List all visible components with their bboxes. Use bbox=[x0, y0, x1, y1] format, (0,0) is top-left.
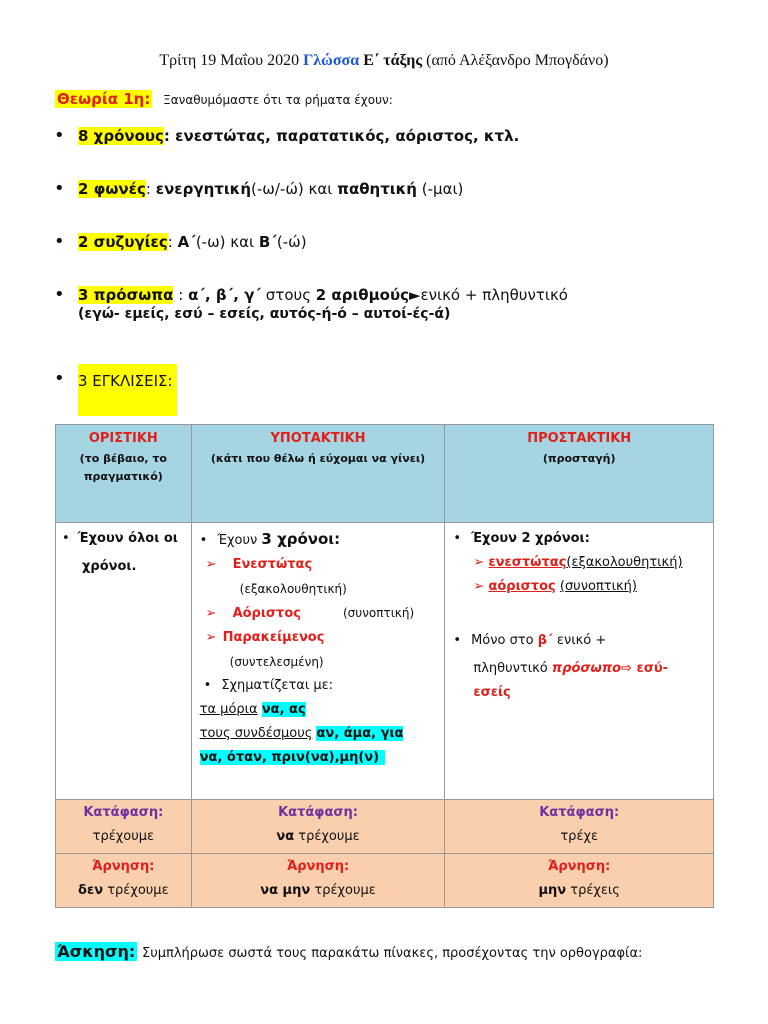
arrow-icon: ➢ bbox=[473, 555, 485, 570]
bullet-persons bbox=[54, 284, 568, 322]
neg-particle: μην bbox=[538, 883, 567, 898]
header-imperative bbox=[445, 425, 714, 523]
bullet-key: 3 πρόσωπα bbox=[78, 286, 174, 304]
bullet-text: (-μαι) bbox=[417, 180, 464, 198]
bullet-dot-icon: • bbox=[54, 178, 65, 199]
moods-highlight bbox=[78, 364, 177, 416]
bullet-conjugations bbox=[54, 231, 307, 252]
bullet-key: 2 φωνές bbox=[78, 180, 146, 198]
neg-value: τρέχουμε bbox=[310, 883, 376, 898]
title-author: (από Αλέξανδρο Μπογδάνο) bbox=[426, 52, 609, 69]
cell-imperative: • Έχουν 2 χρόνοι: ➢ ενεστώτας(εξακολουθητική) ➢ αόριστος (συνοπτική) • Μόνο στο β΄ ενικό + πληθυντικό πρόσωπο⇨ εσύ- εσείς bbox=[445, 523, 714, 800]
imp-plural: πληθυντικό bbox=[473, 661, 552, 676]
particles-label: τα μόρια bbox=[199, 702, 258, 717]
table-body-row bbox=[56, 523, 714, 800]
conj-label: τους συνδέσμους bbox=[199, 726, 313, 741]
bullet-dot-icon: • bbox=[54, 231, 65, 252]
bullet-text: (-ώ) bbox=[276, 233, 307, 251]
bullet-bold: α΄, β΄, γ΄ bbox=[188, 286, 262, 304]
exercise-label: Άσκηση: bbox=[57, 942, 136, 961]
tense-aorist: Αόριστος bbox=[232, 606, 301, 621]
affirm-value: τρέχε bbox=[560, 829, 599, 844]
bullet-tenses bbox=[54, 125, 520, 146]
neg-particle: να μην bbox=[260, 883, 311, 898]
neg-label: Άρνηση: bbox=[92, 859, 155, 874]
bullet-text: ►ενικό + πληθυντικό bbox=[408, 286, 568, 304]
tense-sub: (συντελεσμένη) bbox=[229, 655, 324, 669]
indicative-text: Έχουν όλοι οι bbox=[77, 531, 178, 546]
header-sub: (προσταγή) bbox=[542, 452, 616, 465]
imp-you2: εσείς bbox=[473, 685, 511, 700]
arrow-icon: ➢ bbox=[205, 630, 217, 645]
bullet-moods bbox=[54, 364, 177, 416]
neg-particle: δεν bbox=[78, 883, 104, 898]
negation-row bbox=[56, 854, 714, 908]
particles-list: να, ας bbox=[261, 702, 306, 717]
bullet-bold: 2 αριθμούς bbox=[315, 286, 409, 304]
affirm-indicative bbox=[56, 800, 192, 854]
header-name: ΥΠΟΤΑΚΤΙΚΗ bbox=[270, 431, 366, 446]
neg-subjunctive bbox=[191, 854, 445, 908]
affirmation-row bbox=[56, 800, 714, 854]
title-date: Τρίτη 19 Μαΐου 2020 bbox=[159, 52, 300, 69]
neg-indicative bbox=[56, 854, 192, 908]
tense-sub: (εξακολουθητική) bbox=[566, 555, 683, 570]
header-sub: (το βέβαιο, το πραγματικό) bbox=[79, 452, 167, 483]
affirm-imperative bbox=[445, 800, 714, 854]
exercise bbox=[55, 942, 642, 961]
tense-sub: (συνοπτική) bbox=[559, 579, 637, 594]
page-title bbox=[0, 52, 768, 70]
arrow-icon: ➢ bbox=[205, 557, 217, 572]
bullet-bold: παθητική bbox=[337, 180, 417, 198]
bullet-bold: Β΄ bbox=[258, 233, 277, 251]
neg-label: Άρνηση: bbox=[286, 859, 350, 874]
cell-subjunctive: • Έχουν 3 χρόνοι: ➢ Ενεστώτας (εξακολουθητική) ➢ Αόριστος (συνοπτική) ➢ Παρακείμενος (συντελεσμένη) • Σχηματίζεται με: τα μόρια να, ας τους συνδέσμους αν, άμα, για να, όταν, πριν(να),μη(ν) bbox=[191, 523, 445, 800]
bullet-dot-icon: • bbox=[54, 125, 65, 146]
conj-list: αν, άμα, για bbox=[316, 726, 404, 741]
bullet-dot-icon: • bbox=[54, 368, 65, 389]
bullet-text: : bbox=[145, 180, 156, 198]
affirm-particle: να bbox=[276, 829, 295, 844]
bullet-text: : bbox=[173, 286, 189, 304]
bullet-key: 2 συζυγίες bbox=[78, 233, 168, 251]
title-subject: Γλώσσα bbox=[303, 52, 360, 69]
imp-has: Έχουν 2 χρόνοι: bbox=[471, 531, 590, 546]
exercise-text: Συμπλήρωσε σωστά τους παρακάτω πίνακες, προσέχοντας την ορθογραφία: bbox=[142, 946, 643, 961]
tense-perfect: Παρακείμενος bbox=[222, 630, 325, 645]
bullet-text: (-ω/-ώ) και bbox=[251, 180, 338, 198]
arrow-icon: ➢ bbox=[473, 579, 485, 594]
arrow-right-icon: ⇨ bbox=[621, 661, 632, 676]
theory-intro: Ξαναθυμόμαστε ότι τα ρήματα έχουν: bbox=[163, 93, 393, 107]
theory-heading bbox=[55, 90, 393, 108]
bullet-text: : bbox=[167, 233, 178, 251]
header-subjunctive bbox=[191, 425, 445, 523]
conj-list: να, όταν, πριν(να),μη(ν) bbox=[200, 750, 385, 765]
bullet-text: στους bbox=[261, 286, 316, 304]
imp-you: εσύ- bbox=[631, 661, 669, 676]
bullet-dot-icon: • bbox=[54, 284, 65, 305]
tense-sub: (συνοπτική) bbox=[342, 606, 415, 620]
imp-only: Μόνο στο bbox=[471, 633, 538, 648]
neg-label: Άρνηση: bbox=[548, 859, 611, 874]
affirm-label: Κατάφαση: bbox=[83, 805, 164, 820]
affirm-label: Κατάφαση: bbox=[278, 805, 358, 820]
affirm-value: τρέχουμε bbox=[92, 829, 155, 844]
subj-has: Έχουν bbox=[217, 533, 262, 548]
header-sub: (κάτι που θέλω ή εύχομαι να γίνει) bbox=[210, 452, 426, 465]
formed-with: Σχηματίζεται με: bbox=[221, 678, 334, 693]
bullet-bold: Α΄ bbox=[177, 233, 196, 251]
tense-sub: (εξακολουθητική) bbox=[239, 582, 347, 596]
imp-only-b: β΄ bbox=[537, 633, 553, 648]
moods-table bbox=[55, 424, 714, 908]
title-grade: Ε΄ τάξης bbox=[363, 52, 423, 69]
theory-label: Θεωρία 1η: bbox=[57, 90, 151, 108]
imp-aorist: αόριστος bbox=[488, 579, 556, 594]
bullet-key: 3 ΕΓΚΛΙΣΕΙΣ bbox=[78, 372, 168, 390]
header-name: ΠΡΟΣΤΑΚΤΙΚΗ bbox=[527, 431, 632, 446]
neg-value: τρέχεις bbox=[566, 883, 620, 898]
arrow-icon: ➢ bbox=[205, 606, 217, 621]
pronouns-line: (εγώ- εμείς, εσύ – εσείς, αυτός-ή-ό – αυτοί-ές-ά) bbox=[78, 306, 451, 322]
cell-indicative: • Έχουν όλοι οι χρόνοι. bbox=[56, 523, 192, 800]
imp-only-rest: ενικό + bbox=[552, 633, 607, 648]
affirm-label: Κατάφαση: bbox=[539, 805, 620, 820]
bullet-key: 8 χρόνους bbox=[78, 127, 164, 145]
neg-value: τρέχουμε bbox=[103, 883, 169, 898]
header-name: ΟΡΙΣΤΙΚΗ bbox=[88, 431, 158, 446]
table-header-row bbox=[56, 425, 714, 523]
header-indicative bbox=[56, 425, 192, 523]
indicative-text: χρόνοι. bbox=[82, 559, 137, 574]
subj-has-bold: 3 χρόνοι: bbox=[261, 530, 341, 548]
bullet-bold: ενεργητική bbox=[155, 180, 252, 198]
bullet-text: (-ω) και bbox=[195, 233, 259, 251]
neg-imperative bbox=[445, 854, 714, 908]
imp-present: ενεστώτας bbox=[488, 555, 567, 570]
affirm-subjunctive bbox=[191, 800, 445, 854]
affirm-value: τρέχουμε bbox=[298, 829, 360, 844]
tense-present: Ενεστώτας bbox=[232, 557, 313, 572]
bullet-text: : ενεστώτας, παρατατικός, αόριστος, κτλ. bbox=[163, 127, 520, 145]
imp-person: πρόσωπο bbox=[551, 661, 622, 676]
bullet-text: : bbox=[167, 372, 173, 390]
bullet-voices bbox=[54, 178, 464, 199]
